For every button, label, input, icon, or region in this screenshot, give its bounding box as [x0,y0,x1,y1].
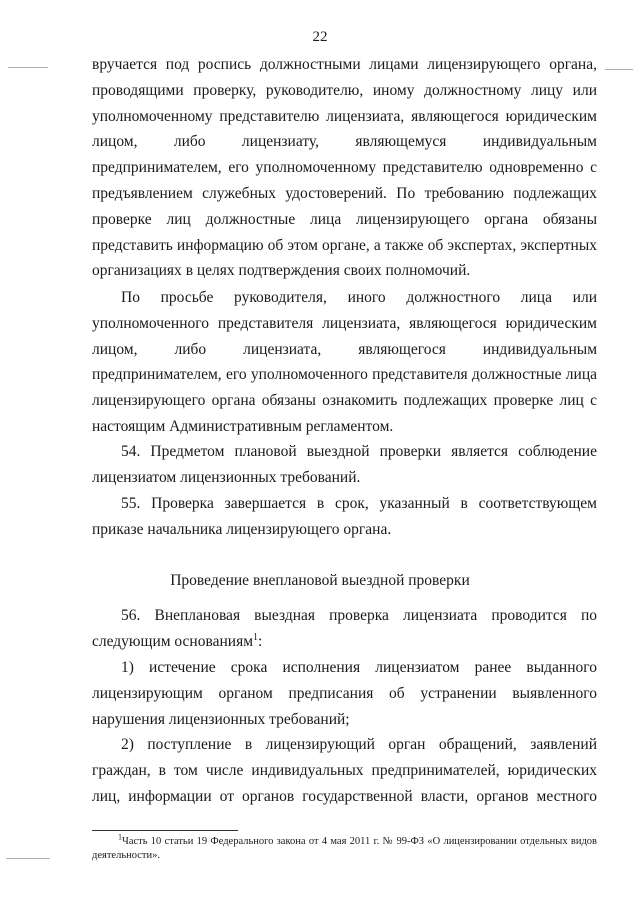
text-line: информацию об этом органе, а также об экспертах, экспертных организациях [92,236,598,280]
list-item-2 [92,732,597,809]
text-line: должностные лица лицензирующего органа обязаны представить [92,210,598,254]
text-line: в том числе индивидуальных предпринимателей, юридических лиц, [92,761,598,805]
scan-speck [8,67,48,68]
text-line: служебных удостоверений. По требованию подлежащих проверке лиц [92,184,598,228]
text-line: 1) истечение срока исполнения лицензиатом ранее выданного [121,659,597,676]
text-line: лицензирующим органом предписания об устранении выявленного [92,684,597,702]
text-line: лицом, либо лицензиату, являющемуся индивидуальным предпринимателем, [92,133,597,177]
page-number: 22 [312,29,328,45]
paragraph-continuation [92,52,597,284]
text-line: его уполномоченному представителю одновременно с предъявлением [92,159,597,202]
text-line: уполномоченному представителю лицензиата, являющегося юридическим [92,107,597,125]
text-line: 55. Проверка завершается в срок, указанный в соответствующем приказе [92,495,597,538]
footnote-reference: 1 [253,631,259,643]
text-line: в целях подтверждения своих полномочий. [185,262,471,280]
scan-speck [605,69,633,70]
text-line: нарушения лицензионных требований; [92,710,350,728]
text-line: уполномоченного представителя лицензиата, являющегося юридическим [92,314,597,332]
footnote-divider [92,830,238,831]
text-line: лицом, либо лицензиата, являющегося индивидуальным предпринимателем, [92,340,597,384]
section-heading: Проведение внеплановой выездной проверки [170,572,470,589]
text-line: органа обязаны ознакомить подлежащих проверке лиц с настоящим [92,392,598,435]
text-line: Административным регламентом. [169,417,394,435]
text-line: следующим основаниям [92,632,254,650]
text-line: лицензиатом лицензионных требований. [92,468,361,486]
scan-speck [6,858,50,859]
footnote-mark: 1 [118,832,122,842]
text-line: 54. Предметом плановой выездной проверки является соблюдение [121,443,597,460]
text-line: 2) поступление в лицензирующий орган обращений, заявлений граждан, [92,736,597,779]
text-line: проводящими проверку, руководителю, иному должностному лицу или [92,81,597,99]
footnote-text: Часть 10 статьи 19 Федерального закона от 4 мая 2011 г. № 99-ФЗ «О лицензировании отдельных видов деятельности». [92,836,597,861]
list-item-1 [92,655,597,732]
paragraph-55 [92,491,597,543]
paragraph-request [92,285,597,440]
text-line-tail: : [258,632,263,650]
paragraph-54 [92,439,597,491]
paragraph-56 [92,603,597,655]
text-line: начальника лицензирующего органа. [147,520,392,538]
text-line: его уполномоченного представителя должностные лица лицензирующего [92,366,597,410]
footnote [92,832,597,863]
text-line: По просьбе руководителя, иного должностного лица или [121,289,597,306]
text-line: информации от органов государственной власти, органов местного [128,787,598,805]
text-line: 56. Внеплановая выездная проверка лицензиата проводится по [121,607,597,624]
text-line: вручается под роспись должностными лицами лицензирующего органа, [92,56,597,73]
